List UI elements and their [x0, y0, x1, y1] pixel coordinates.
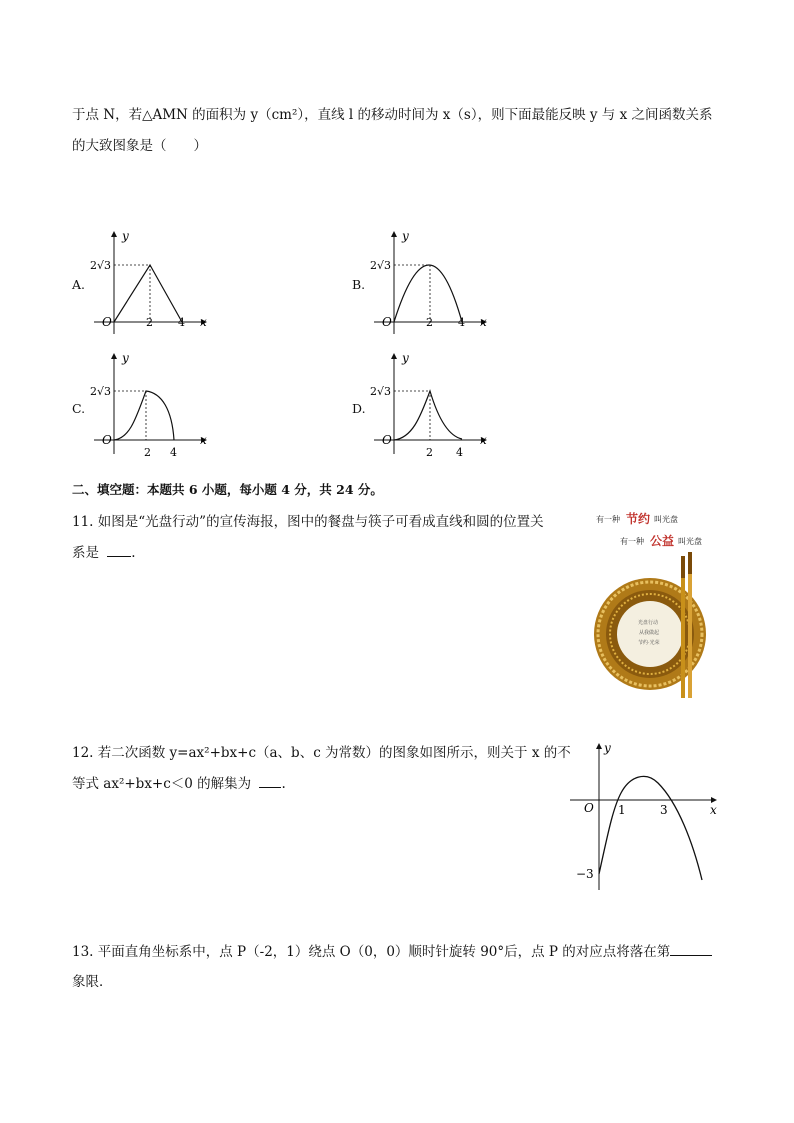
curve [114, 265, 182, 322]
question-intro-line2: 的大致图象是（ ） [72, 138, 207, 154]
q13-line2: 象限． [72, 974, 113, 990]
q11-line2-text: 系是 [72, 545, 99, 561]
q11-end: . [131, 545, 136, 561]
section-header: 二、填空题：本题共 6 小题，每小题 4 分，共 24 分。 [72, 482, 383, 497]
option-b-label: B. [352, 277, 366, 292]
poster-slogan1-b: 节约 [626, 512, 651, 526]
option-c-label: C. [72, 401, 86, 416]
q11-answer-blank[interactable] [107, 544, 131, 557]
y-axis-label: y [604, 741, 611, 755]
poster-image [590, 506, 735, 706]
x-tick-3: 3 [660, 803, 668, 817]
q13-answer-blank[interactable] [670, 943, 712, 956]
x-tick-4: 4 [178, 316, 185, 329]
q13-line1 [72, 940, 712, 960]
origin-label: O [382, 315, 392, 329]
q12-line2-text: 等式 ax²+bx+c＜0 的解集为 [72, 776, 252, 792]
poster-slogan1-c: 叫光盘 [654, 515, 678, 524]
origin-label: O [584, 801, 594, 815]
x-tick-4: 4 [456, 446, 463, 459]
y-axis-label: y [402, 351, 409, 365]
y-axis-label: y [402, 229, 409, 243]
y-mark-label: 2√3 [370, 259, 392, 272]
x-axis-label: x [200, 315, 207, 329]
y-axis-label: y [122, 229, 129, 243]
origin-label: O [382, 433, 392, 447]
x-tick-2: 2 [144, 446, 151, 459]
curve [114, 391, 174, 440]
x-tick-4: 4 [458, 316, 465, 329]
option-d-label: D. [352, 401, 366, 416]
option-b-graph [364, 226, 494, 338]
q12-parabola-graph [568, 738, 728, 898]
option-c-graph [84, 348, 214, 460]
plate-text1: 光盘行动 [638, 620, 659, 626]
y-intercept-label: −3 [576, 867, 594, 881]
poster-slogan1-a: 有一种 [596, 515, 620, 524]
q11-line2 [72, 541, 136, 561]
poster-slogan2-b: 公益 [650, 534, 675, 548]
q12-line1: 12. 若二次函数 y=ax²+bx+c（a、b、c 为常数）的图象如图所示，则关于 x 的不 [72, 745, 571, 761]
origin-label: O [102, 433, 112, 447]
x-axis-label: x [200, 433, 207, 447]
x-axis-label: x [480, 433, 487, 447]
option-a-graph [84, 226, 214, 338]
q13-line1-text: 13. 平面直角坐标系中，点 P（-2，1）绕点 O（0，0）顺时针旋转 90°后，点 P 的对应点将落在第 [72, 944, 671, 960]
plate-text2: 从我做起 [639, 630, 660, 636]
plate-text3: 节约·光荣 [638, 640, 660, 646]
x-tick-4: 4 [170, 446, 177, 459]
x-tick-2: 2 [426, 316, 433, 329]
option-d-graph [364, 348, 494, 460]
poster-slogan2-c: 叫光盘 [678, 537, 702, 546]
question-intro-line1: 于点 N，若△AMN 的面积为 y（cm²），直线 l 的移动时间为 x（s），则下面最能反映 y 与 x 之间函数关系 [72, 107, 713, 123]
q12-answer-blank[interactable] [259, 775, 281, 788]
x-axis-label: x [710, 803, 717, 817]
origin-label: O [102, 315, 112, 329]
curve [394, 265, 462, 322]
curve [394, 391, 462, 440]
y-mark-label: 2√3 [90, 385, 112, 398]
option-a-label: A. [72, 277, 86, 292]
poster-slogan2-a: 有一种 [620, 537, 644, 546]
y-mark-label: 2√3 [90, 259, 112, 272]
q12-line2 [72, 772, 286, 792]
y-mark-label: 2√3 [370, 385, 392, 398]
parabola-curve [599, 776, 702, 880]
x-tick-2: 2 [146, 316, 153, 329]
y-axis-label: y [122, 351, 129, 365]
x-tick-2: 2 [426, 446, 433, 459]
x-axis-label: x [480, 315, 487, 329]
q11-line1: 11. 如图是“光盘行动”的宣传海报，图中的餐盘与筷子可看成直线和圆的位置关 [72, 514, 544, 530]
x-tick-1: 1 [618, 803, 626, 817]
q12-end: . [281, 776, 286, 792]
